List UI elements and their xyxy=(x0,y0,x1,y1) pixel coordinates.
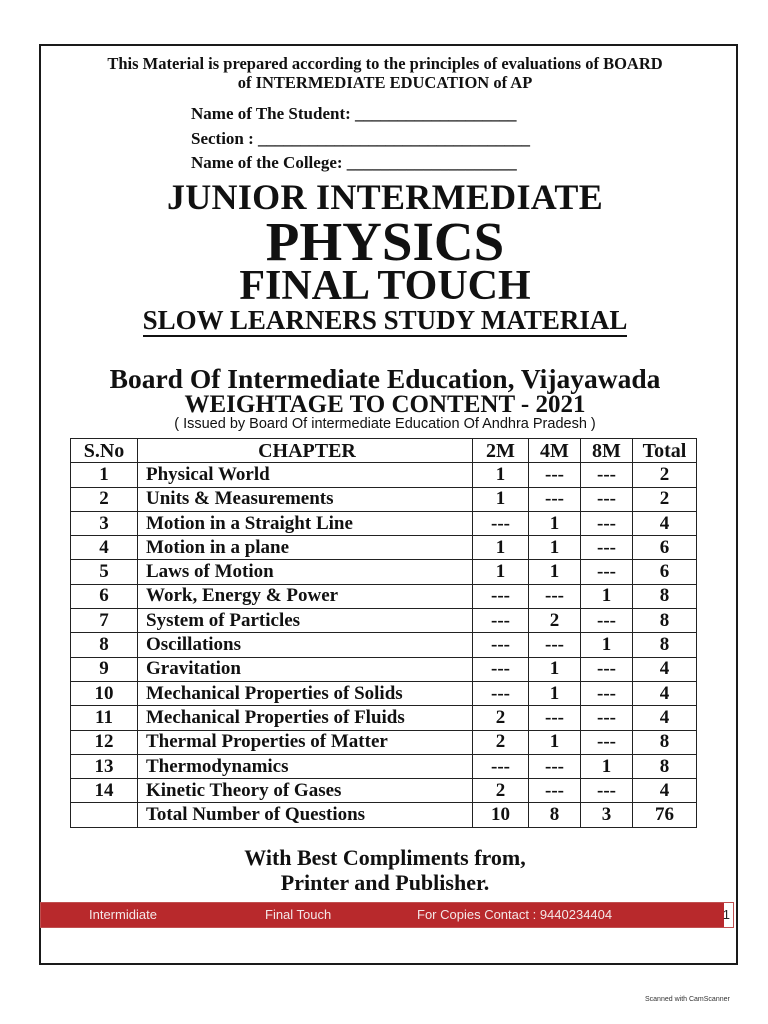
cell-total: 6 xyxy=(633,560,697,584)
cell-sno: 14 xyxy=(71,779,138,803)
cell-4m: 2 xyxy=(529,609,581,633)
cell-sno: 3 xyxy=(71,511,138,535)
cell-total: 8 xyxy=(633,730,697,754)
footer-middle-text: Final Touch xyxy=(265,907,332,922)
cell-8m: 3 xyxy=(581,803,633,827)
cell-2m: 1 xyxy=(473,487,529,511)
intro-line-1: This Material is prepared according to the principles of evaluations of BOARD xyxy=(107,54,663,73)
cell-4m: 1 xyxy=(529,657,581,681)
header-sno: S.No xyxy=(71,439,138,463)
cell-8m: --- xyxy=(581,681,633,705)
cell-2m: 1 xyxy=(473,536,529,560)
cell-8m: --- xyxy=(581,487,633,511)
table-row xyxy=(71,779,697,803)
title-physics: PHYSICS xyxy=(265,211,505,272)
cell-sno: 7 xyxy=(71,609,138,633)
cell-chapter: Thermodynamics xyxy=(138,754,473,778)
cell-total: 2 xyxy=(633,487,697,511)
cell-4m: 1 xyxy=(529,681,581,705)
footer-contact-text: For Copies Contact : 9440234404 xyxy=(417,907,613,922)
cell-4m: 1 xyxy=(529,560,581,584)
subtitle-slow-learners-text: SLOW LEARNERS STUDY MATERIAL xyxy=(142,305,628,335)
cell-8m: --- xyxy=(581,657,633,681)
cell-4m: 1 xyxy=(529,511,581,535)
cell-total: 4 xyxy=(633,706,697,730)
cell-8m: --- xyxy=(581,463,633,487)
cell-2m: --- xyxy=(473,633,529,657)
table-row xyxy=(71,560,697,584)
cell-total: 4 xyxy=(633,657,697,681)
cell-sno: 13 xyxy=(71,754,138,778)
cell-8m: --- xyxy=(581,706,633,730)
header-2m: 2M xyxy=(473,439,529,463)
subtitle-slow-learners xyxy=(40,305,730,336)
table-row xyxy=(71,511,697,535)
header-total: Total xyxy=(633,439,697,463)
compliments-line-2: Printer and Publisher. xyxy=(280,870,490,895)
table-row xyxy=(71,706,697,730)
table-row xyxy=(71,536,697,560)
cell-total: 8 xyxy=(633,633,697,657)
footer-band xyxy=(77,903,724,927)
cell-sno: 5 xyxy=(71,560,138,584)
cell-total: 8 xyxy=(633,609,697,633)
table-row xyxy=(71,609,697,633)
cell-total: 4 xyxy=(633,511,697,535)
issued-by-note: ( Issued by Board Of intermediate Education Of Andhra Pradesh ) xyxy=(174,416,596,432)
cell-2m: 2 xyxy=(473,706,529,730)
table-row xyxy=(71,633,697,657)
table-row xyxy=(71,681,697,705)
cell-sno: 8 xyxy=(71,633,138,657)
cell-total: 6 xyxy=(633,536,697,560)
cell-chapter: Oscillations xyxy=(138,633,473,657)
cell-sno: 4 xyxy=(71,536,138,560)
intro-text xyxy=(40,54,730,92)
cell-total: 4 xyxy=(633,779,697,803)
table-row xyxy=(71,584,697,608)
footer-left-text: Intermidiate xyxy=(89,907,157,922)
cell-sno xyxy=(71,803,138,827)
cell-4m: --- xyxy=(529,633,581,657)
cell-chapter: Total Number of Questions xyxy=(138,803,473,827)
cell-chapter: Mechanical Properties of Solids xyxy=(138,681,473,705)
cell-2m: --- xyxy=(473,681,529,705)
compliments-line-1: With Best Compliments from, xyxy=(244,845,526,870)
table-total-row xyxy=(71,803,697,827)
cell-4m: --- xyxy=(529,487,581,511)
cell-8m: --- xyxy=(581,609,633,633)
cell-4m: --- xyxy=(529,706,581,730)
cell-chapter: Gravitation xyxy=(138,657,473,681)
table-row xyxy=(71,754,697,778)
cell-4m: --- xyxy=(529,463,581,487)
header-8m: 8M xyxy=(581,439,633,463)
cell-4m: --- xyxy=(529,754,581,778)
table-row xyxy=(71,463,697,487)
cell-8m: --- xyxy=(581,779,633,803)
cell-total: 76 xyxy=(633,803,697,827)
cell-8m: --- xyxy=(581,536,633,560)
table-row xyxy=(71,730,697,754)
table-row xyxy=(71,657,697,681)
cell-4m: --- xyxy=(529,779,581,803)
college-name-field: Name of the College: ____________________ xyxy=(191,153,517,172)
cell-sno: 6 xyxy=(71,584,138,608)
cell-8m: --- xyxy=(581,560,633,584)
cell-total: 2 xyxy=(633,463,697,487)
cell-total: 8 xyxy=(633,754,697,778)
cell-2m: 1 xyxy=(473,463,529,487)
cell-chapter: Physical World xyxy=(138,463,473,487)
cell-2m: --- xyxy=(473,754,529,778)
title-junior-intermediate: JUNIOR INTERMEDIATE xyxy=(166,177,604,217)
cell-2m: 10 xyxy=(473,803,529,827)
compliments xyxy=(40,845,730,895)
page-number: 1 xyxy=(722,907,730,922)
cell-2m: --- xyxy=(473,511,529,535)
student-name-field: Name of The Student: ___________________ xyxy=(191,104,517,123)
section-field: Section : ________________________________ xyxy=(191,129,531,148)
cell-chapter: Units & Measurements xyxy=(138,487,473,511)
table-header-row xyxy=(71,439,697,463)
cell-chapter: Motion in a plane xyxy=(138,536,473,560)
cell-2m: 2 xyxy=(473,730,529,754)
title-final-touch: FINAL TOUCH xyxy=(239,263,531,309)
cell-chapter: Thermal Properties of Matter xyxy=(138,730,473,754)
header-4m: 4M xyxy=(529,439,581,463)
cell-8m: --- xyxy=(581,730,633,754)
footer-bar xyxy=(40,902,734,928)
cell-4m: 1 xyxy=(529,536,581,560)
cell-8m: 1 xyxy=(581,754,633,778)
cell-sno: 9 xyxy=(71,657,138,681)
cell-sno: 11 xyxy=(71,706,138,730)
cell-2m: 1 xyxy=(473,560,529,584)
cell-chapter: Laws of Motion xyxy=(138,560,473,584)
cell-chapter: Work, Energy & Power xyxy=(138,584,473,608)
board-name: Board Of Intermediate Education, Vijayawada xyxy=(109,363,661,394)
cell-sno: 10 xyxy=(71,681,138,705)
cell-4m: --- xyxy=(529,584,581,608)
cell-sno: 2 xyxy=(71,487,138,511)
cell-chapter: Motion in a Straight Line xyxy=(138,511,473,535)
cell-8m: 1 xyxy=(581,633,633,657)
scanner-watermark: Scanned with CamScanner xyxy=(645,996,730,1003)
cell-total: 8 xyxy=(633,584,697,608)
cell-chapter: Kinetic Theory of Gases xyxy=(138,779,473,803)
cell-chapter: Mechanical Properties of Fluids xyxy=(138,706,473,730)
cell-2m: --- xyxy=(473,609,529,633)
table-row xyxy=(71,487,697,511)
cell-sno: 1 xyxy=(71,463,138,487)
cell-4m: 8 xyxy=(529,803,581,827)
cell-8m: --- xyxy=(581,511,633,535)
weightage-table xyxy=(70,438,697,828)
intro-line-2: of INTERMEDIATE EDUCATION of AP xyxy=(237,73,533,92)
cell-total: 4 xyxy=(633,681,697,705)
cell-8m: 1 xyxy=(581,584,633,608)
cell-chapter: System of Particles xyxy=(138,609,473,633)
footer-band-left xyxy=(41,903,77,927)
cell-sno: 12 xyxy=(71,730,138,754)
weightage-heading: WEIGHTAGE TO CONTENT - 2021 xyxy=(184,391,586,418)
header-chapter: CHAPTER xyxy=(138,439,473,463)
cell-2m: --- xyxy=(473,657,529,681)
cell-2m: --- xyxy=(473,584,529,608)
cell-4m: 1 xyxy=(529,730,581,754)
cell-2m: 2 xyxy=(473,779,529,803)
